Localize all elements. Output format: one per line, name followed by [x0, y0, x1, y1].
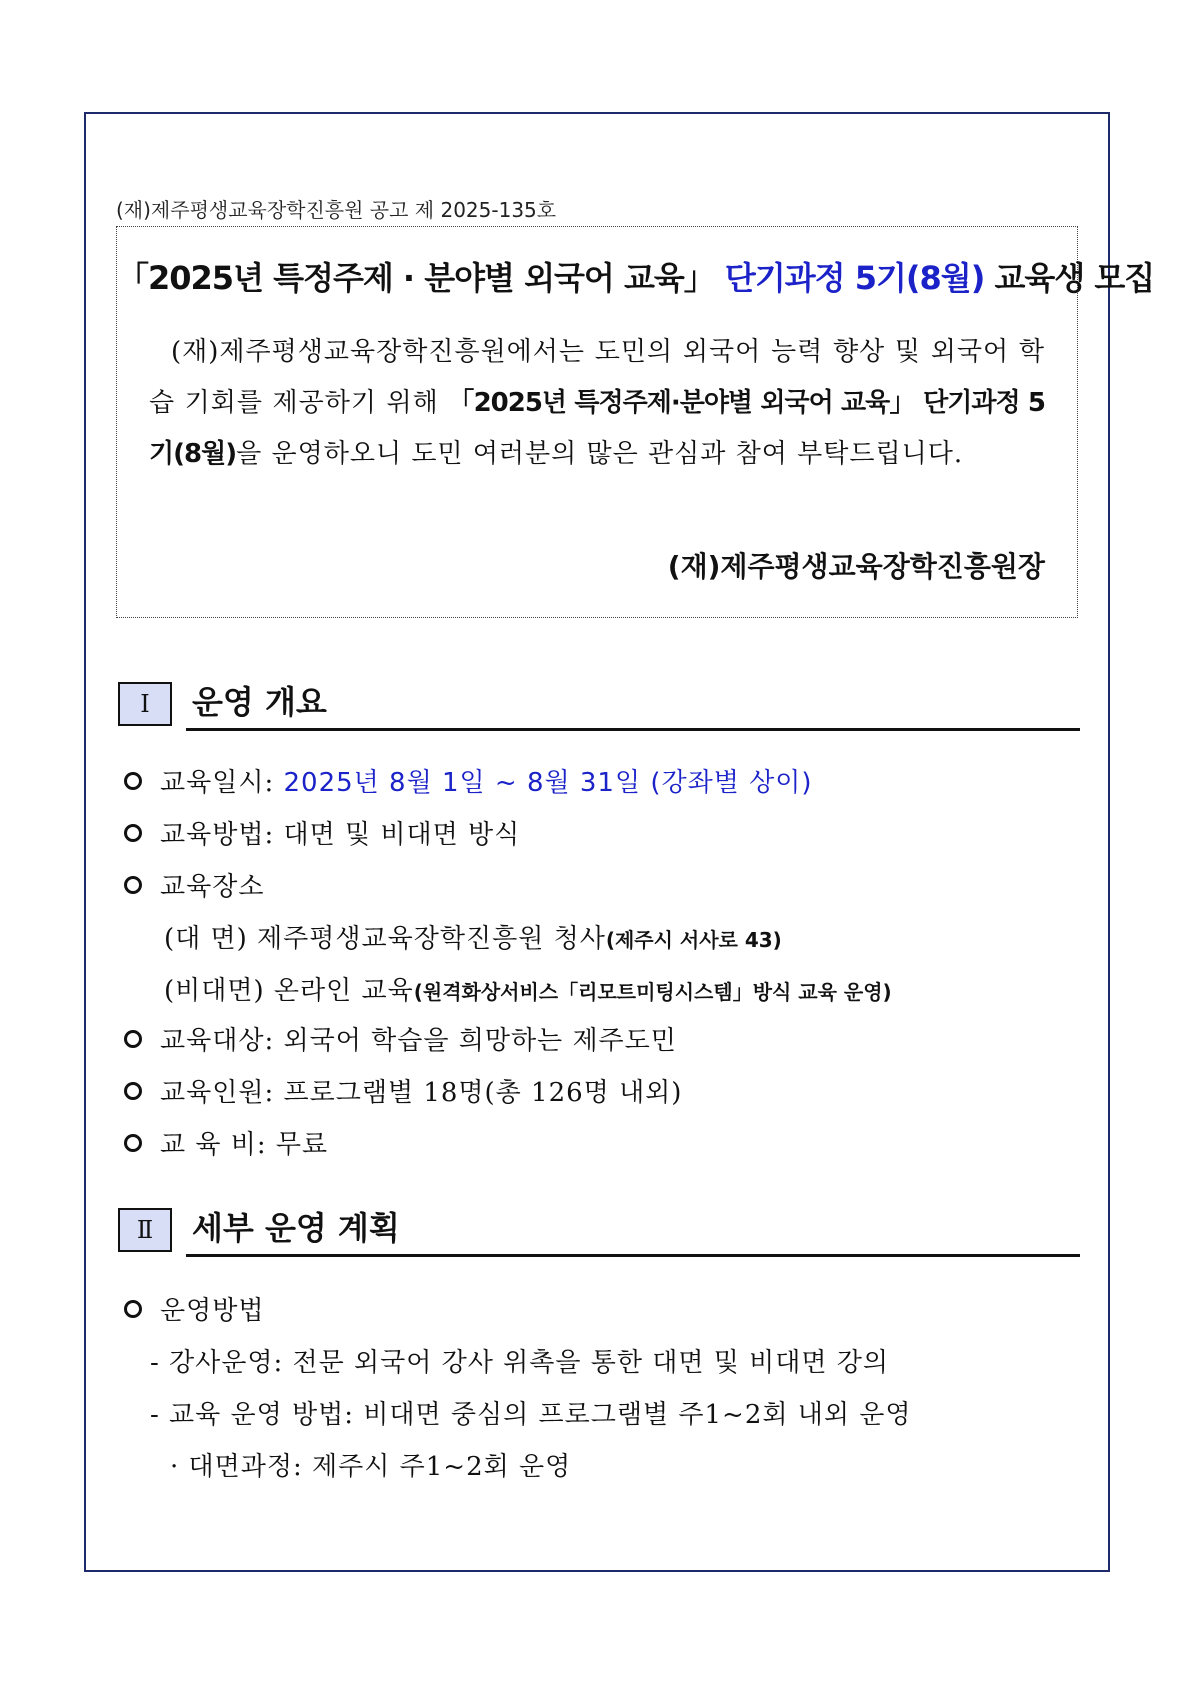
intro-title-part1: 「2025년 특정주제 · 분야별 외국어 교육」: [117, 259, 715, 297]
place-online: (비대면) 온라인 교육(원격화상서비스「리모트미팅시스템」방식 교육 운영): [164, 976, 892, 1006]
list-item-place: 교육장소: [124, 866, 264, 903]
intro-body-text2: 을 운영하오니 도민 여러분의 많은 관심과 참여 부탁드립니다.: [236, 439, 964, 469]
section-2-number: Ⅱ: [118, 1208, 172, 1252]
place-online-note: (원격화상서비스「리모트미팅시스템」방식 교육 운영): [413, 980, 892, 1004]
intro-body: [149, 327, 1045, 480]
intro-box: [116, 226, 1155, 618]
circle-bullet-icon: [124, 1082, 142, 1100]
circle-bullet-icon: [124, 772, 142, 790]
place-offline-address: (제주시 서사로 43): [605, 928, 782, 952]
offline-course-line: · 대면과정: 제주시 주1~2회 운영: [170, 1452, 572, 1482]
instructor-line: - 강사운영: 전문 외국어 강사 위촉을 통한 대면 및 비대면 강의: [150, 1348, 889, 1378]
document-frame: [84, 112, 1155, 1572]
operation-line: - 교육 운영 방법: 비대면 중심의 프로그램별 주1~2회 내외 운영: [150, 1400, 912, 1430]
circle-bullet-icon: [124, 1134, 142, 1152]
circle-bullet-icon: [124, 876, 142, 894]
circle-bullet-icon: [124, 824, 142, 842]
intro-title-part3: 교육생 모집: [994, 259, 1155, 297]
list-item-target: 교육대상: 외국어 학습을 희망하는 제주도민: [124, 1020, 677, 1057]
circle-bullet-icon: [124, 1300, 142, 1318]
list-item-operation-method: 운영방법: [124, 1290, 264, 1327]
intro-body-text1: (재)제주평생교육장학진흥원에서는 도민의 외국어 능력 향상 및 외국어 학습 기회를 제공하기 위해: [149, 337, 1045, 418]
intro-title: [117, 253, 1155, 299]
section-1-underline: [186, 728, 1080, 731]
circle-bullet-icon: [124, 1030, 142, 1048]
intro-body-bold: 「2025년 특정주제·분야별 외국어 교육」 단기과정 5기(8월): [149, 388, 1045, 469]
signature: (재)제주평생교육장학진흥원장: [667, 550, 1045, 583]
place-offline: (대 면) 제주평생교육장학진흥원 청사(제주시 서사로 43): [164, 924, 782, 954]
list-item-headcount: 교육인원: 프로그램별 18명(총 126명 내외): [124, 1072, 682, 1109]
section-2-header: [118, 1208, 1080, 1256]
section-2-title: 세부 운영 계획: [192, 1209, 400, 1247]
section-1-number: Ⅰ: [118, 682, 172, 726]
intro-title-course: 단기과정 5기(8월): [724, 259, 985, 297]
date-value: 2025년 8월 1일 ~ 8월 31일 (강좌별 상이): [283, 768, 813, 798]
list-item-method: 교육방법: 대면 및 비대면 방식: [124, 814, 520, 851]
section-1-title: 운영 개요: [192, 683, 327, 721]
section-1-header: [118, 682, 1080, 730]
section-2-underline: [186, 1254, 1080, 1257]
notice-number: (재)제주평생교육장학진흥원 공고 제 2025-135호: [116, 198, 557, 222]
list-item-date: 교육일시: 2025년 8월 1일 ~ 8월 31일 (강좌별 상이): [124, 762, 812, 799]
list-item-fee: 교 육 비: 무료: [124, 1124, 328, 1161]
